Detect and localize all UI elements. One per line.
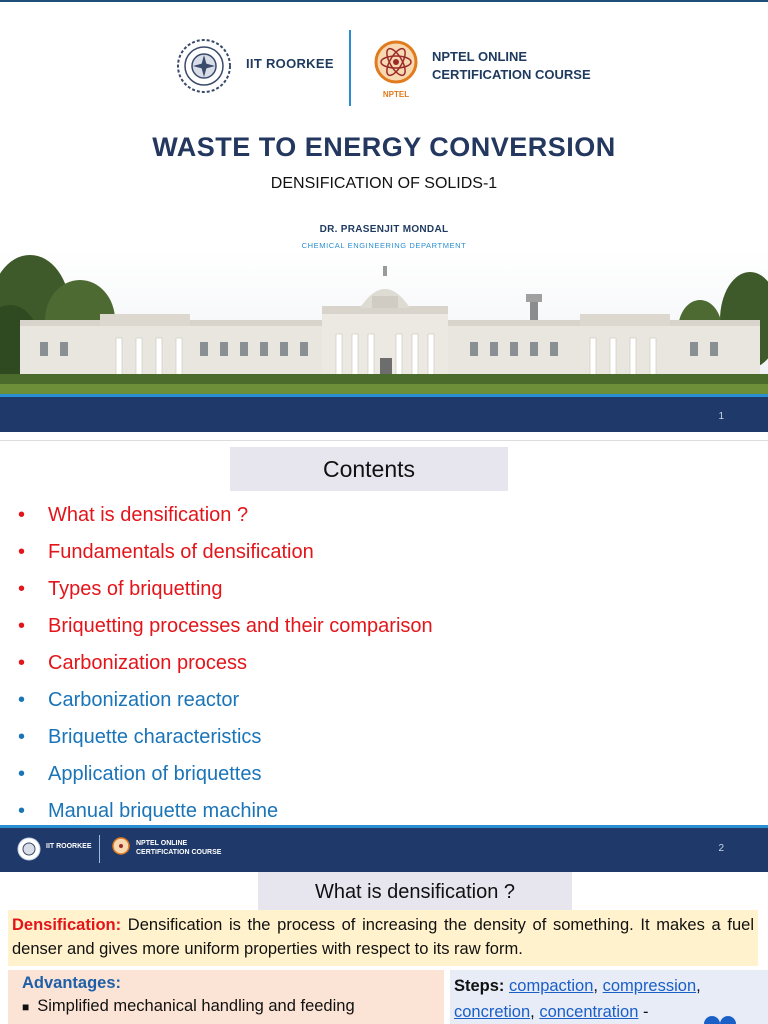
nptel-logo-icon [370, 38, 422, 102]
contents-item [18, 534, 433, 571]
definition-box [8, 910, 758, 966]
contents-item [18, 645, 433, 682]
page-number: 2 [718, 843, 724, 854]
contents-heading: Contents [230, 447, 508, 491]
contents-item [18, 571, 433, 608]
advantages-heading: Advantages: [22, 974, 122, 992]
contents-item-label: Application of briquettes [48, 763, 262, 785]
steps-heading: Steps: [454, 977, 505, 995]
footer-nptel-line1: NPTEL ONLINE [136, 840, 188, 847]
nptel-course-label [432, 48, 591, 84]
bullet-icon: • [18, 615, 26, 637]
title-slide [0, 0, 768, 432]
bullet-icon: • [18, 726, 26, 748]
author-name: DR. PRASENJIT MONDAL [319, 224, 449, 235]
iit-roorkee-seal-icon [17, 837, 41, 861]
contents-item [18, 719, 433, 756]
contents-item [18, 756, 433, 793]
footer-nptel-label [136, 839, 221, 857]
lecture-subtitle: DENSIFICATION OF SOLIDS-1 [270, 175, 498, 192]
contents-item-label: Carbonization process [48, 652, 247, 674]
advantages-box [8, 970, 444, 1024]
campus-building-image [0, 250, 768, 396]
contents-item-label: Types of briquetting [48, 578, 223, 600]
logo-row [0, 30, 768, 110]
step-link-compaction[interactable]: compaction [509, 977, 594, 995]
lecture-title: WASTE TO ENERGY CONVERSION [152, 132, 616, 162]
footer-iit-label: IIT ROORKEE [46, 843, 92, 850]
bullet-icon: • [18, 578, 26, 600]
footer-nptel-line2: CERTIFICATION COURSE [136, 849, 222, 856]
contents-list [18, 497, 433, 830]
slide-footer-bar [0, 394, 768, 432]
contents-item [18, 608, 433, 645]
advantage-item [22, 997, 444, 1016]
footer-divider [99, 835, 100, 863]
bullet-icon: • [18, 652, 26, 674]
bullet-icon: • [18, 504, 26, 526]
steps-trailing: - [638, 1003, 649, 1021]
slide-footer-bar [0, 825, 768, 872]
nptel-line2: CERTIFICATION COURSE [432, 67, 591, 82]
nptel-logo-icon [112, 835, 130, 863]
densification-slide [0, 872, 768, 1024]
nptel-mark-text: NPTEL [382, 90, 410, 99]
page-number: 1 [718, 411, 724, 422]
steps-box: Steps: compaction, compression, concretion, concentration - [450, 970, 768, 1024]
contents-slide [0, 440, 768, 872]
bullet-icon: • [18, 689, 26, 711]
step-link-concentration[interactable]: concentration [539, 1003, 639, 1021]
advantages-list [22, 997, 444, 1016]
contents-item-label: Briquette characteristics [48, 726, 262, 748]
contents-item-label: What is densification ? [48, 504, 249, 526]
contents-item-label: Manual briquette machine [48, 800, 279, 822]
step-link-concretion[interactable]: concretion [454, 1003, 531, 1021]
bullet-icon: • [18, 763, 26, 785]
iit-roorkee-seal-icon [176, 38, 232, 94]
iit-roorkee-label: IIT ROORKEE [246, 56, 334, 71]
slide-heading: What is densification ? [258, 872, 572, 910]
department-name: CHEMICAL ENGINEERING DEPARTMENT [301, 241, 467, 250]
nptel-line1: NPTEL ONLINE [432, 49, 528, 64]
contents-item [18, 682, 433, 719]
advantage-item-label: Simplified mechanical handling and feeding [37, 997, 355, 1015]
bullet-icon: • [18, 541, 26, 563]
definition-text: Densification is the process of increasing the density of something. It makes a fuel denser and gives more uniform properties with respect to its raw form. [12, 916, 754, 958]
definition-term: Densification: [12, 916, 122, 934]
bullet-icon: • [18, 800, 26, 822]
logo-divider [349, 30, 351, 106]
contents-item-label: Briquetting processes and their comparison [48, 615, 433, 637]
contents-item [18, 497, 433, 534]
step-link-compression[interactable]: compression [602, 977, 697, 995]
decorative-shape-icon [702, 1010, 738, 1024]
contents-item-label: Carbonization reactor [48, 689, 240, 711]
contents-item-label: Fundamentals of densification [48, 541, 314, 563]
square-bullet-icon: ■ [22, 1000, 30, 1014]
